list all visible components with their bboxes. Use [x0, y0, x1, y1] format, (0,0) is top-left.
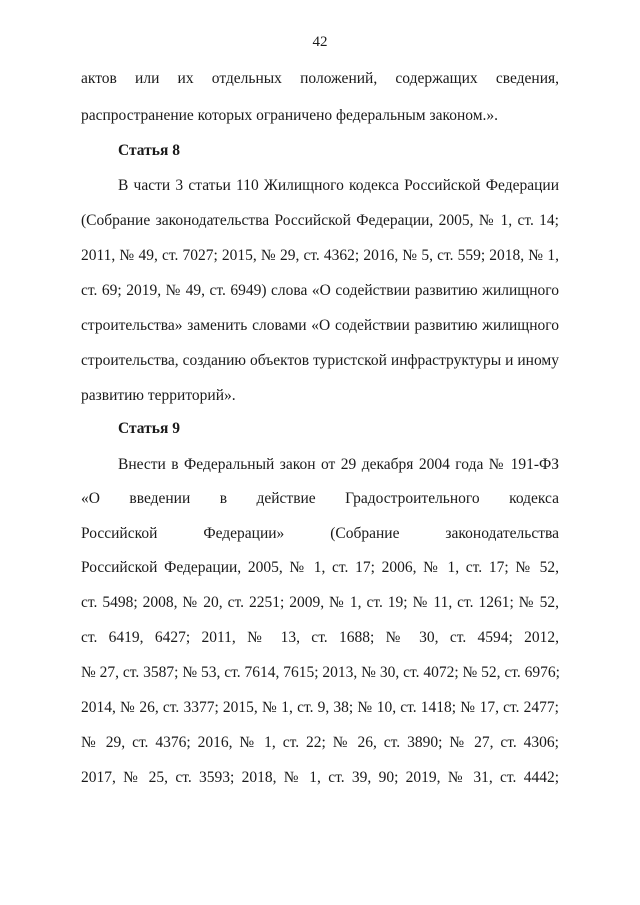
article-9-line: № 27, ст. 3587; № 53, ст. 7614, 7615; 2013, № 30, ст. 4072; № 52, ст. 6976;	[81, 664, 560, 681]
paragraph-line: распространение которых ограничено федеральным законом.».	[81, 107, 499, 124]
article-8-line: 2011, № 49, ст. 7027; 2015, № 29, ст. 4362; 2016, № 5, ст. 559; 2018, № 1,	[81, 247, 559, 264]
article-9-line: Российской Федерации, 2005, № 1, ст. 17; 2006, № 1, ст. 17; № 52,	[81, 559, 559, 576]
article-9-line: 2014, № 26, ст. 3377; 2015, № 1, ст. 9, 38; № 10, ст. 1418; № 17, ст. 2477;	[81, 699, 559, 716]
article-8-heading: Статья 8	[118, 142, 180, 159]
article-8-line: строительства, созданию объектов туристской инфраструктуры и иному	[81, 352, 559, 369]
article-9-line: № 29, ст. 4376; 2016, № 1, ст. 22; № 26, ст. 3890; № 27, ст. 4306;	[81, 734, 559, 751]
page-number: 42	[312, 34, 328, 50]
article-8-line: ст. 69; 2019, № 49, ст. 6949) слова «О содействии развитию жилищного	[81, 282, 559, 299]
article-8-line: развитию территорий».	[81, 387, 236, 404]
article-8-line: В части 3 статьи 110 Жилищного кодекса Российской Федерации	[118, 177, 559, 194]
article-9-heading: Статья 9	[118, 420, 180, 437]
article-8-line: (Собрание законодательства Российской Федерации, 2005, № 1, ст. 14;	[81, 212, 559, 229]
article-9-line: Внести в Федеральный закон от 29 декабря 2004 года № 191-ФЗ	[118, 456, 559, 473]
paragraph-line: актов или их отдельных положений, содержащих сведения,	[81, 70, 559, 87]
article-9-line: ст. 6419, 6427; 2011, № 13, ст. 1688; № 30, ст. 4594; 2012,	[81, 629, 559, 646]
article-8-line: строительства» заменить словами «О содействии развитию жилищного	[81, 317, 559, 334]
article-9-line: 2017, № 25, ст. 3593; 2018, № 1, ст. 39, 90; 2019, № 31, ст. 4442;	[81, 769, 559, 786]
article-9-line: ст. 5498; 2008, № 20, ст. 2251; 2009, № 1, ст. 19; № 11, ст. 1261; № 52,	[81, 594, 559, 611]
article-9-line: Российской Федерации» (Собрание законодательства	[81, 525, 559, 542]
article-9-line: «О введении в действие Градостроительного кодекса	[81, 490, 559, 507]
